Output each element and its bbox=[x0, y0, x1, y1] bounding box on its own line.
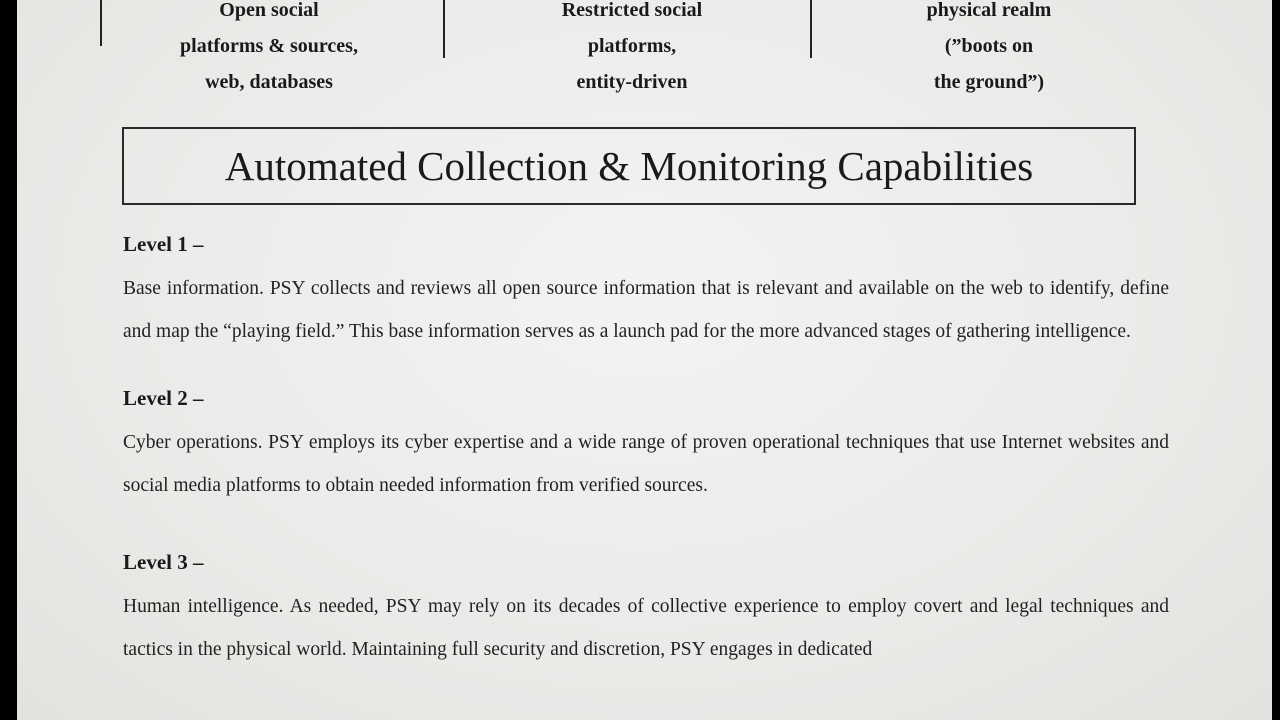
level-2-heading: Level 2 – bbox=[123, 386, 204, 410]
document-page bbox=[17, 0, 1272, 720]
level-2-body: Cyber operations. PSY employs its cyber expertise and a wide range of proven operational techniques that use Internet websites and social media platforms to obtain needed information from verified sources. bbox=[123, 432, 1169, 496]
column-line: (”boots on bbox=[944, 35, 1034, 57]
column-line: platforms & sources, bbox=[180, 35, 358, 57]
levels-content bbox=[123, 226, 1169, 671]
column-open-social bbox=[139, 0, 399, 100]
section-title: Automated Collection & Monitoring Capabilities bbox=[122, 127, 1136, 205]
column-divider-right bbox=[810, 0, 812, 58]
level-1-body: Base information. PSY collects and reviews all open source information that is relevant and available on the web to identify, define and map the “playing field.” This base information serves as a launch pad for the more advanced stages of gathering intelligence. bbox=[123, 278, 1169, 342]
level-3-heading: Level 3 – bbox=[123, 550, 204, 574]
column-line: physical realm bbox=[926, 0, 1052, 21]
column-line: the ground”) bbox=[933, 71, 1045, 93]
column-line: Open social bbox=[219, 0, 319, 21]
column-divider-middle bbox=[443, 0, 445, 58]
level-1-heading: Level 1 – bbox=[123, 232, 204, 256]
column-line: Restricted social bbox=[561, 0, 703, 21]
column-restricted-social bbox=[502, 0, 762, 100]
column-divider-left bbox=[100, 0, 102, 46]
column-line: web, databases bbox=[205, 71, 333, 93]
column-line: entity-driven bbox=[576, 71, 688, 93]
column-physical-realm bbox=[859, 0, 1119, 100]
level-3-body: Human intelligence. As needed, PSY may rely on its decades of collective experience to employ covert and legal techniques and tactics in the physical world. Maintaining full security and discretion, PSY engages in dedicated bbox=[123, 596, 1169, 660]
column-line: platforms, bbox=[587, 35, 677, 57]
